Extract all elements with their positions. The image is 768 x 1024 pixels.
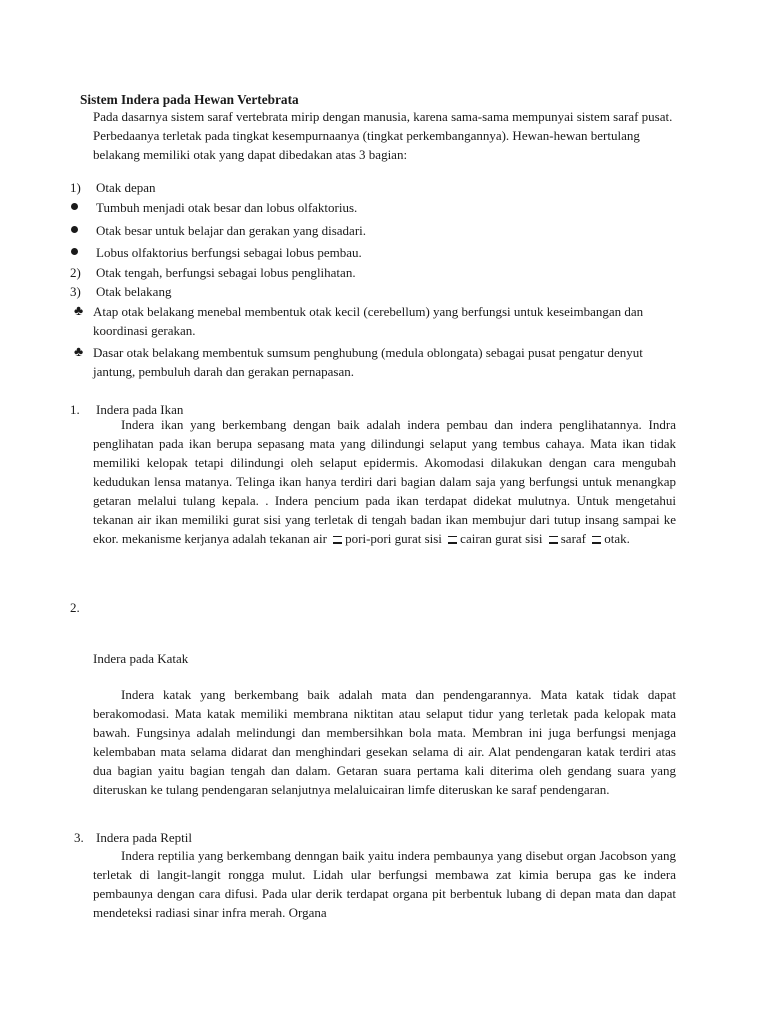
arrow-icon bbox=[592, 536, 601, 544]
bullet-text: Otak besar untuk belajar dan gerakan yang disadari. bbox=[96, 223, 367, 238]
intro-paragraph: Pada dasarnya sistem saraf vertebrata mirip dengan manusia, karena sama-sama mempunyai sistem saraf pusat. Perbedaanya terletak pada tingkat kesempurnaanya (tingkat perkembangannya). Hewan-hewan bertulang belakang memiliki otak yang dapat dibedakan atas 3 bagian: bbox=[93, 109, 673, 162]
list-item-text: Otak tengah, berfungsi sebagai lobus penglihatan. bbox=[96, 265, 356, 280]
chain-step: saraf bbox=[560, 531, 586, 546]
document-title: Sistem Indera pada Hewan Vertebrata bbox=[80, 92, 299, 107]
chain-step: pori-pori gurat sisi bbox=[345, 531, 442, 546]
chain-step: cairan gurat sisi bbox=[460, 531, 543, 546]
list-item-otak-belakang bbox=[0, 282, 700, 301]
arrow-icon bbox=[549, 536, 558, 544]
arrow-icon bbox=[333, 536, 342, 544]
arrow-icon bbox=[448, 536, 457, 544]
list-item-text: Otak belakang bbox=[96, 284, 172, 299]
bullet-item bbox=[0, 221, 700, 240]
bullet-icon bbox=[71, 248, 78, 255]
section-number-frog bbox=[0, 598, 700, 617]
bullet-text: Tumbuh menjadi otak besar dan lobus olfaktorius. bbox=[96, 200, 358, 215]
fish-paragraph bbox=[93, 415, 676, 548]
section-title: Indera pada Ikan bbox=[96, 402, 184, 417]
list-marker: 2) bbox=[70, 265, 81, 280]
club-icon: ♣ bbox=[74, 345, 84, 360]
list-item-otak-depan bbox=[0, 178, 700, 197]
bullet-item bbox=[0, 198, 700, 217]
bullet-item bbox=[0, 243, 700, 262]
section-number: 1. bbox=[70, 402, 80, 417]
list-marker: 3) bbox=[70, 284, 81, 299]
club-icon: ♣ bbox=[74, 304, 84, 319]
fish-paragraph-text: Indera ikan yang berkembang dengan baik adalah indera pembau dan indera penglihatannya. Indra penglihatan pada ikan berupa sepasang mata yang dilindungi selaput yang tembus cahaya. Mata ikan tidak memiliki kelopak tetapi dilindungi oleh selaput epidermis. Akomodasi dilakukan dengan cara mengubah kedudukan lensa matanya. Telinga ikan hanya terdiri dari bagian dalam saja yang berfungsi untuk menangkap getaran melalui tulang kepala. . Indera pencium pada ikan terdapat didekat mulutnya. Untuk mengetahui tekanan air ikan memiliki gurat sisi yang terletak di tengah badan ikan membujur dari tutup insang sampai ke ekor. mekanisme kerjanya adalah tekanan air bbox=[93, 417, 676, 546]
section-number: 2. bbox=[70, 600, 80, 615]
section-number: 3. bbox=[74, 830, 84, 845]
list-item-otak-tengah bbox=[0, 263, 700, 282]
list-item-text: Otak depan bbox=[96, 180, 156, 195]
bullet-icon bbox=[71, 203, 78, 210]
club-bullet-text: Atap otak belakang menebal membentuk otak kecil (cerebellum) yang berfungsi untuk keseimbangan dan koordinasi gerakan. bbox=[93, 304, 644, 338]
section-title: Indera pada Reptil bbox=[96, 830, 193, 845]
section-heading-reptile bbox=[0, 828, 700, 847]
bullet-text: Lobus olfaktorius berfungsi sebagai lobus pembau. bbox=[96, 245, 362, 260]
section-title-frog: Indera pada Katak bbox=[93, 651, 189, 666]
frog-paragraph: Indera katak yang berkembang baik adalah mata dan pendengarannya. Mata katak tidak dapat berakomodasi. Mata katak memiliki membrana niktitan atau selaput tidur yang terletak pada kelopak mata bawah. Fungsinya adalah melindungi dan membersihkan bola mata. Membran ini juga berfungsi menjaga kelembaban mata selama didarat dan menghindari gesekan selama di air. Alat pendengaran katak terdiri atas dua bagian yaitu bagian tengah dan dalam. Getaran suara pertama kali diterima oleh gendang suara yang diteruskan ke tulang pendengaran selanjutnya melaluicairan limfe diteruskan ke saraf pendengaran. bbox=[93, 687, 676, 797]
chain-step: otak. bbox=[604, 531, 630, 546]
club-bullet-text: Dasar otak belakang membentuk sumsum penghubung (medula oblongata) sebagai pusat pengatur denyut jantung, pembuluh darah dan gerakan pernapasan. bbox=[93, 345, 643, 379]
bullet-icon bbox=[71, 226, 78, 233]
list-marker: 1) bbox=[70, 180, 81, 195]
reptile-paragraph: Indera reptilia yang berkembang denngan baik yaitu indera pembaunya yang disebut organ Jacobson yang terletak di langit-langit rongga mulut. Lidah ular berfungsi membawa zat kimia berupa gas ke indera pembaunya dengan cara difusi. Pada ular derik terdapat organa pit berbentuk lubang di depan mata dan dapat mendeteksi radiasi sinar infra merah. Organa bbox=[93, 848, 676, 920]
